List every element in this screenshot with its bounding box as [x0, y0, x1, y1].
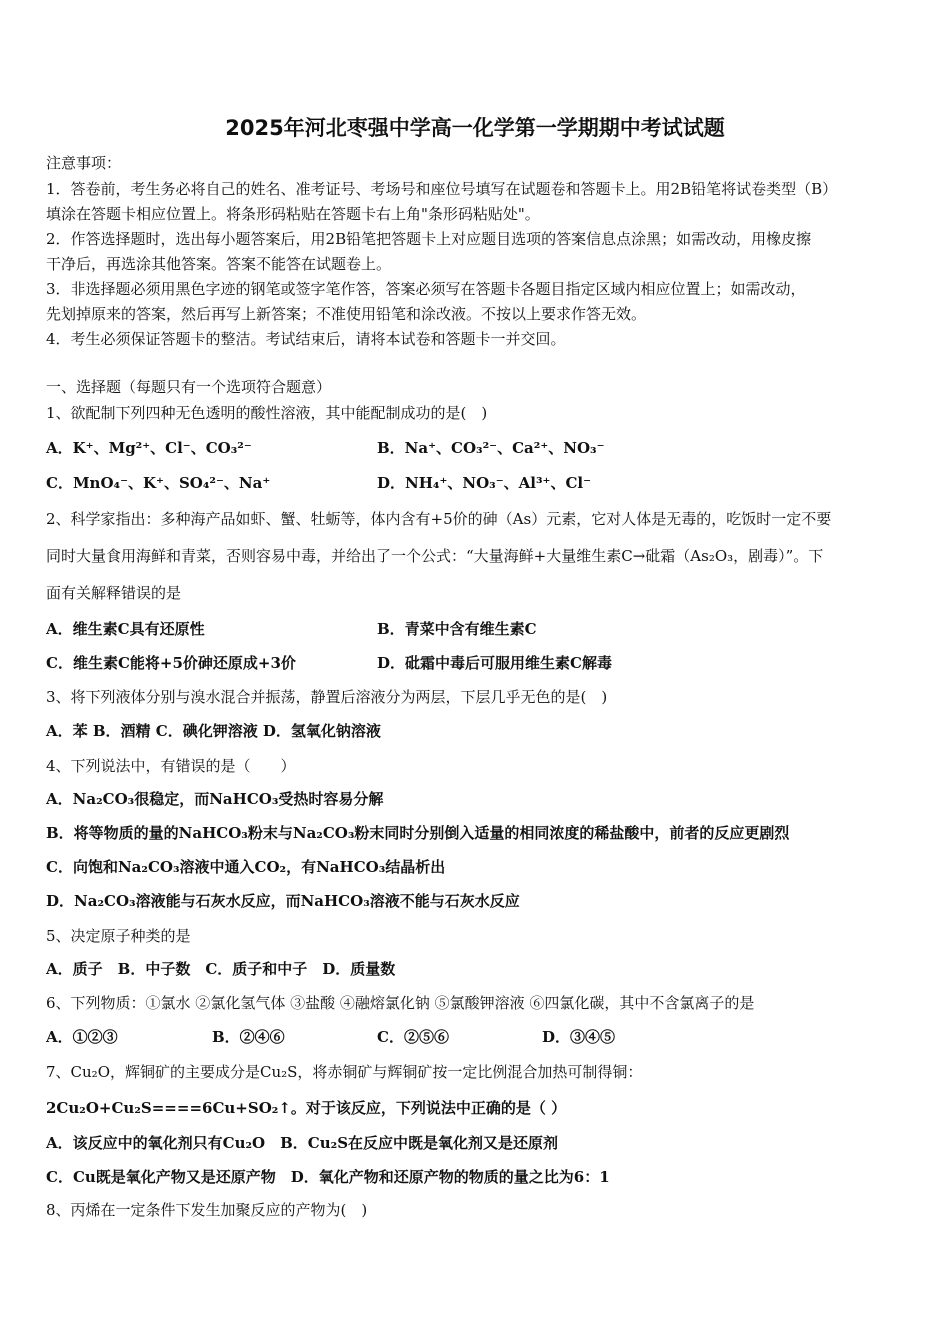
q6-option-c: C．②⑤⑥	[377, 1028, 449, 1046]
q2-stem-3: 面有关解释错误的是	[46, 584, 182, 602]
q1-option-a: A．K⁺、Mg²⁺、Cl⁻、CO₃²⁻	[46, 439, 252, 457]
q3-options: A．苯 B．酒精 C．碘化钾溶液 D．氢氧化钠溶液	[46, 722, 381, 740]
q4-option-a: A．Na₂CO₃很稳定，而NaHCO₃受热时容易分解	[46, 790, 384, 808]
notice-line-4: 干净后，再选涂其他答案。答案不能答在试题卷上。	[46, 255, 392, 273]
q5-options: A．质子 B．中子数 C．质子和中子 D．质量数	[46, 960, 396, 978]
q2-stem-2: 同时大量食用海鲜和青菜，否则容易中毒，并给出了一个公式：“大量海鲜+大量维生素C→砒霜（As₂O₃，剧毒）”。下	[46, 547, 824, 565]
exam-title: 2025年河北枣强中学高一化学第一学期期中考试试题	[225, 116, 725, 140]
notice-line-7: 4．考生必须保证答题卡的整洁。考试结束后，请将本试卷和答题卡一并交回。	[46, 330, 566, 348]
notice-line-6: 先划掉原来的答案，然后再写上新答案；不准使用铅笔和涂改液。不按以上要求作答无效。	[46, 305, 647, 323]
q2-option-c: C．维生素C能将+5价砷还原成+3价	[46, 654, 296, 672]
q7-stem-1: 7、Cu₂O，辉铜矿的主要成分是Cu₂S，将赤铜矿与辉铜矿按一定比例混合加热可制得铜：	[46, 1063, 643, 1081]
q7-stem-2: 2Cu₂O+Cu₂S====6Cu+SO₂↑。对于该反应，下列说法中正确的是（ ）	[46, 1099, 567, 1117]
notice-line-2: 填涂在答题卡相应位置上。将条形码粘贴在答题卡右上角"条形码粘贴处"。	[46, 205, 540, 223]
q2-stem-1: 2、科学家指出：多种海产品如虾、蟹、牡蛎等，体内含有+5价的砷（As）元素，它对人体是无毒的，吃饭时一定不要	[46, 510, 832, 528]
q1-stem: 1、欲配制下列四种无色透明的酸性溶液，其中能配制成功的是( )	[46, 404, 488, 422]
notice-line-5: 3．非选择题必须用黑色字迹的钢笔或签字笔作答，答案必须写在答题卡各题目指定区域内相应位置上；如需改动，	[46, 280, 806, 298]
q8-stem: 8、丙烯在一定条件下发生加聚反应的产物为( )	[46, 1201, 368, 1219]
q1-option-b: B．Na⁺、CO₃²⁻、Ca²⁺、NO₃⁻	[377, 439, 605, 457]
q4-option-d: D．Na₂CO₃溶液能与石灰水反应，而NaHCO₃溶液不能与石灰水反应	[46, 892, 520, 910]
notice-line-1: 1．答卷前，考生务必将自己的姓名、准考证号、考场号和座位号填写在试题卷和答题卡上。用2B铅笔将试卷类型（B）	[46, 180, 838, 198]
q6-stem: 6、下列物质：①氯水 ②氯化氢气体 ③盐酸 ④融熔氯化钠 ⑤氯酸钾溶液 ⑥四氯化碳，其中不含氯离子的是	[46, 994, 755, 1012]
q6-option-b: B．②④⑥	[212, 1028, 285, 1046]
q6-option-d: D．③④⑤	[542, 1028, 616, 1046]
q5-stem: 5、决定原子种类的是	[46, 927, 191, 945]
q2-option-d: D．砒霜中毒后可服用维生素C解毒	[377, 654, 612, 672]
q2-option-b: B．青菜中含有维生素C	[377, 620, 537, 638]
q3-stem: 3、将下列液体分别与溴水混合并振荡，静置后溶液分为两层，下层几乎无色的是( )	[46, 688, 608, 706]
notice-line-3: 2．作答选择题时，选出每小题答案后，用2B铅笔把答题卡上对应题目选项的答案信息点涂黑；如需改动，用橡皮擦	[46, 230, 812, 248]
section-heading: 一、选择题（每题只有一个选项符合题意）	[46, 378, 332, 396]
q4-option-b: B．将等物质的量的NaHCO₃粉末与Na₂CO₃粉末同时分别倒入适量的相同浓度的稀盐酸中，前者的反应更剧烈	[46, 824, 790, 842]
notice-heading: 注意事项：	[46, 154, 122, 172]
q6-option-a: A．①②③	[46, 1028, 118, 1046]
q7-options-ab: A．该反应中的氧化剂只有Cu₂O B．Cu₂S在反应中既是氧化剂又是还原剂	[46, 1134, 559, 1152]
q7-options-cd: C．Cu既是氧化产物又是还原产物 D．氧化产物和还原产物的物质的量之比为6：1	[46, 1168, 610, 1186]
q1-option-d: D．NH₄⁺、NO₃⁻、Al³⁺、Cl⁻	[377, 474, 592, 492]
q2-option-a: A．维生素C具有还原性	[46, 620, 205, 638]
q1-option-c: C．MnO₄⁻、K⁺、SO₄²⁻、Na⁺	[46, 474, 271, 492]
q4-option-c: C．向饱和Na₂CO₃溶液中通入CO₂，有NaHCO₃结晶析出	[46, 858, 446, 876]
q4-stem: 4、下列说法中，有错误的是（ ）	[46, 757, 296, 775]
